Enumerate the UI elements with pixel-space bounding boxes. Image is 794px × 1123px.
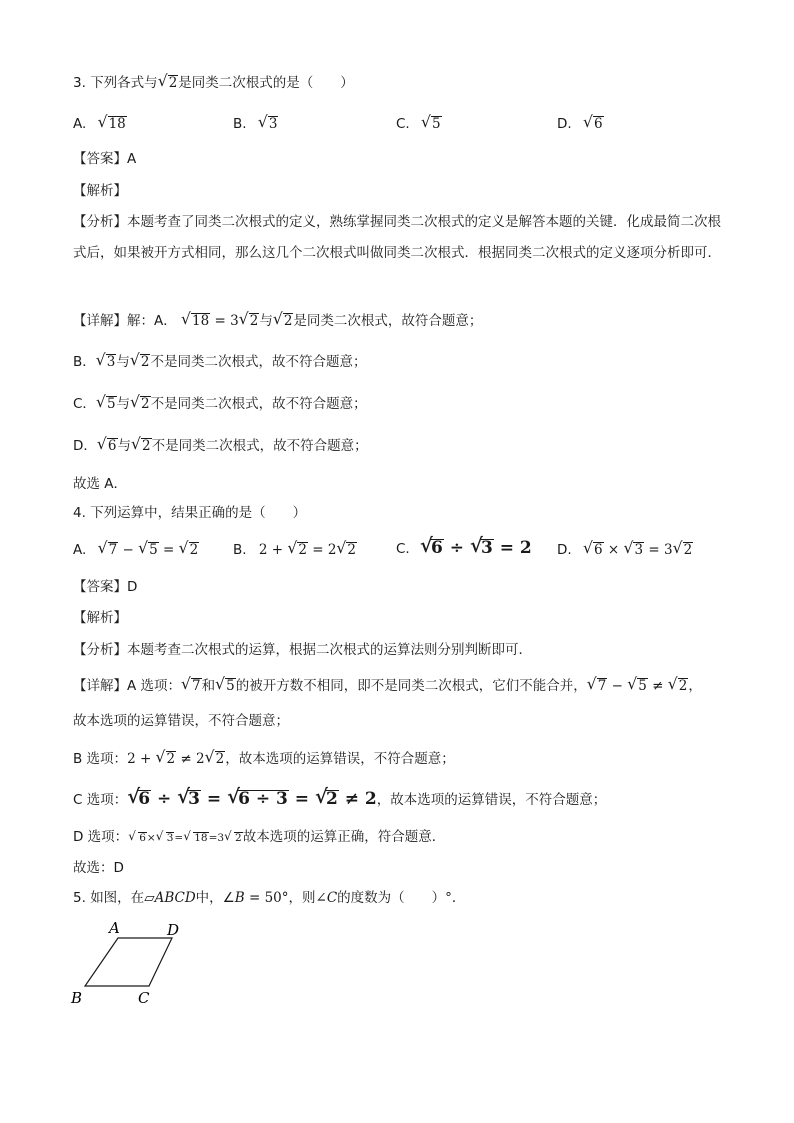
radicand: 2 [347,542,357,558]
q3-stem [73,73,354,93]
radicand: 7 [192,678,201,694]
radical [588,676,608,696]
radicand: 5 [149,542,158,558]
radicand: 6 [593,542,603,558]
answer-tag: 【答案】 [73,579,127,595]
math-text: × [603,542,624,558]
q5-stem-text-2: 中，∠ [195,890,235,906]
option-letter: B. [233,542,247,558]
radicand: 18 [108,116,126,132]
big-math [127,789,376,809]
q4-option-a [73,540,199,560]
radicand: 6 [138,789,151,809]
radical [259,114,279,134]
radical [131,394,151,414]
q3-conclusion: 故选 A． [73,476,128,492]
detail-text: C 选项： [73,792,128,808]
radicand: 2 [325,789,338,809]
radicand: 3 [188,789,200,809]
math-text: ÷ [443,538,470,558]
radicand: 6 [593,116,603,132]
q3-option-c [396,114,442,134]
big-math [420,538,532,558]
math-text-2: = [201,789,228,809]
radical [139,540,159,560]
vertex-label-c: C [138,989,150,1007]
radical [131,352,151,372]
q3-detail-b [73,352,366,372]
radicand: 2 [166,751,176,767]
q3-option-a [73,114,127,134]
option-letter: A. [73,542,87,558]
radicand: 7 [108,542,118,558]
option-letter: B. [233,116,247,132]
analysis-text: 本题考查二次根式的运算，根据二次根式的运算法则分别判断即可． [127,642,532,658]
q4-stem-text: 下列运算中，结果正确的是（ ） [90,505,307,521]
math-text-2: = 2 [493,538,532,558]
radical [624,540,644,560]
q4-option-b [233,540,357,560]
radical [180,540,200,560]
radicand: 3 [480,538,493,558]
radical [182,311,210,331]
italic-math-2: B [234,890,245,906]
answer-value: A [127,151,137,167]
radicand: 2 [298,542,307,558]
detail-text-3: 不是同类二次根式，故不符合题意； [150,354,367,370]
detail-text: D 选项： [73,829,129,845]
q3-detail-a [73,311,482,331]
math-text: − [118,542,139,558]
q3-answer [73,149,136,169]
italic-math: ABCD [154,890,196,906]
q5-number: 5. [73,890,86,906]
q5-stem [73,888,465,908]
parallelogram-symbol: ▱ [144,890,155,906]
radicand: 3 [268,116,278,132]
q5-stem-text-3: 的度数为（ ）°． [337,890,466,906]
q3-detail-d [73,436,368,456]
parallelogram-diagram [66,918,196,1010]
detail-text-2: 与 [117,438,131,454]
math-text-3: = [288,789,315,809]
radical [99,540,119,560]
radical [669,676,689,696]
q4-option-c [396,538,532,559]
detail-text-3: 不是同类二次根式，故不符合题意； [150,396,367,412]
radicand: 2 [168,75,178,91]
detail-text: A 选项： [127,678,182,694]
option-letter: D. [557,542,572,558]
q3-jiexi: 【解析】 [73,183,127,199]
math-text: 2 + [258,542,288,558]
q3-detail-c [73,394,367,414]
detail-text: B 选项： [73,751,128,767]
math-text: ÷ [151,789,178,809]
option-letter: D. [557,116,572,132]
q3-number: 3. [73,75,86,91]
radical [337,540,357,560]
q4-detail-c [73,789,606,810]
parallelogram-figure [66,918,196,1014]
italic-math-3: C [326,890,338,906]
detail-text-3: 不是同类二次根式，故不符合题意； [151,438,368,454]
radicand: 6 [139,832,146,844]
q4-detail-a [73,676,702,696]
radical [316,789,339,809]
answer-tag: 【答案】 [73,151,127,167]
q4-option-d [557,540,693,560]
detail-text-2: 与 [259,313,273,329]
radical [159,73,179,93]
radical [206,749,226,769]
radicand: 3 [106,354,116,370]
detail-text-3: 是同类二次根式，故符合题意； [293,313,483,329]
option-letter: C. [396,116,410,132]
radical [132,436,152,456]
option-letter: C. [396,541,410,557]
math-text-2: = 2 [307,542,337,558]
radical [128,789,151,809]
radicand: 2 [678,678,688,694]
q3-analysis [73,207,723,269]
radical [274,311,294,331]
radical [182,676,202,696]
q3-stem-text-2: 是同类二次根式的是（ ） [178,75,354,91]
math-text-2: = 3 [644,542,673,558]
radical [99,114,127,134]
radical [129,828,147,848]
answer-value: D [127,579,138,595]
vertex-label-b: B [71,989,83,1007]
radical [178,789,201,809]
math-text: 2 + [127,751,156,767]
q3-stem-text: 下列各式与 [90,75,158,91]
radical [674,540,694,560]
detail-text-2: 与 [116,354,130,370]
math-text-3: =3 [208,832,225,844]
radicand: 2 [683,542,693,558]
q4-number: 4. [73,505,86,521]
radical [240,311,260,331]
radicand: 5 [432,116,441,132]
analysis-text: 本题考查了同类二次根式的定义，熟练掌握同类二次根式的定义是解答本题的关键．化成最简二次根式后，如果被开方式相同，那么这几个二次根式叫做同类二次根式．根据同类二次根式的定义逐项分析即可． [73,214,721,261]
radicand: 2 [235,832,242,844]
radical [471,538,494,558]
math-text: = 3 [210,313,239,329]
math-text-2: = [158,542,179,558]
detail-text-2: 与 [116,396,131,412]
detail-text-2: ，故本选项的运算错误，不符合题意； [225,751,455,767]
radical [584,114,604,134]
detail-text-2: 和 [201,678,216,694]
radical [228,789,289,809]
radical [216,676,236,696]
detail-text-4: ， [688,678,702,694]
radical [288,540,308,560]
radicand: 6 [431,538,443,558]
detail-text-3: 的被开方数不相同，即不是同类二次根式，它们不能合并， [235,678,587,694]
q4-detail-b [73,749,455,769]
q4-conclusion: 故选：D [73,860,124,876]
q3-option-b [233,114,278,134]
q4-detail-a-line2: 故本选项的运算错误，不符合题意； [73,713,289,729]
vertex-label-d: D [167,921,180,939]
detail-tag: 【详解】 [73,678,127,694]
radicand: 2 [215,751,225,767]
radical [98,436,118,456]
radicand: 2 [140,354,150,370]
q4-analysis [73,640,532,660]
radical [184,828,208,848]
radicand: 5 [638,678,647,694]
radicand: 2 [249,313,259,329]
radical [628,676,648,696]
math-text-2: = [174,832,184,844]
radical [157,828,175,848]
radicand: 5 [226,678,235,694]
detail-text: C． [73,396,96,412]
radical [157,749,177,769]
q4-jiexi: 【解析】 [73,610,127,626]
q4-answer [73,577,137,597]
small-math [128,832,243,844]
detail-text-2: ，故本选项的运算错误，不符合题意； [376,792,607,808]
radicand: 18 [194,832,208,844]
radicand: 3 [634,542,644,558]
detail-text: D． [73,438,97,454]
vertex-label-a: A [109,919,120,937]
option-letter: A. [73,116,87,132]
radical [422,114,442,134]
parallelogram-shape [85,938,172,986]
radicand: 3 [166,832,174,844]
radical [225,828,243,848]
math-text-4: ≠ 2 [338,789,377,809]
math-text-2: ≠ 2 [176,751,205,767]
radical [97,394,117,414]
radical [584,540,604,560]
math-text: = 50°，则∠ [244,890,327,906]
radicand: 2 [141,396,150,412]
math-text: × [146,832,156,844]
radicand: 18 [192,313,210,329]
detail-tag: 【详解】 [73,313,127,329]
math-text-2: ≠ [647,678,668,694]
detail-text: B． [73,354,96,370]
radicand: 2 [283,313,293,329]
radicand: 5 [106,396,116,412]
detail-text-2: 故本选项的运算正确，符合题意． [242,829,446,845]
q4-detail-d [73,827,445,848]
radicand: 2 [189,542,199,558]
math-text: − [607,678,628,694]
analysis-tag: 【分析】 [73,214,127,230]
radicand: 6 [107,438,117,454]
detail-text: 解：A． [127,313,177,329]
radical [421,538,444,558]
analysis-tag: 【分析】 [73,642,127,658]
q5-stem-text: 如图，在 [90,890,145,906]
radicand: 7 [597,678,607,694]
q3-option-d [557,114,604,134]
radicand: 6 ÷ 3 [238,789,288,809]
radicand: 2 [142,438,151,454]
q4-stem [73,503,306,523]
radical [97,352,117,372]
